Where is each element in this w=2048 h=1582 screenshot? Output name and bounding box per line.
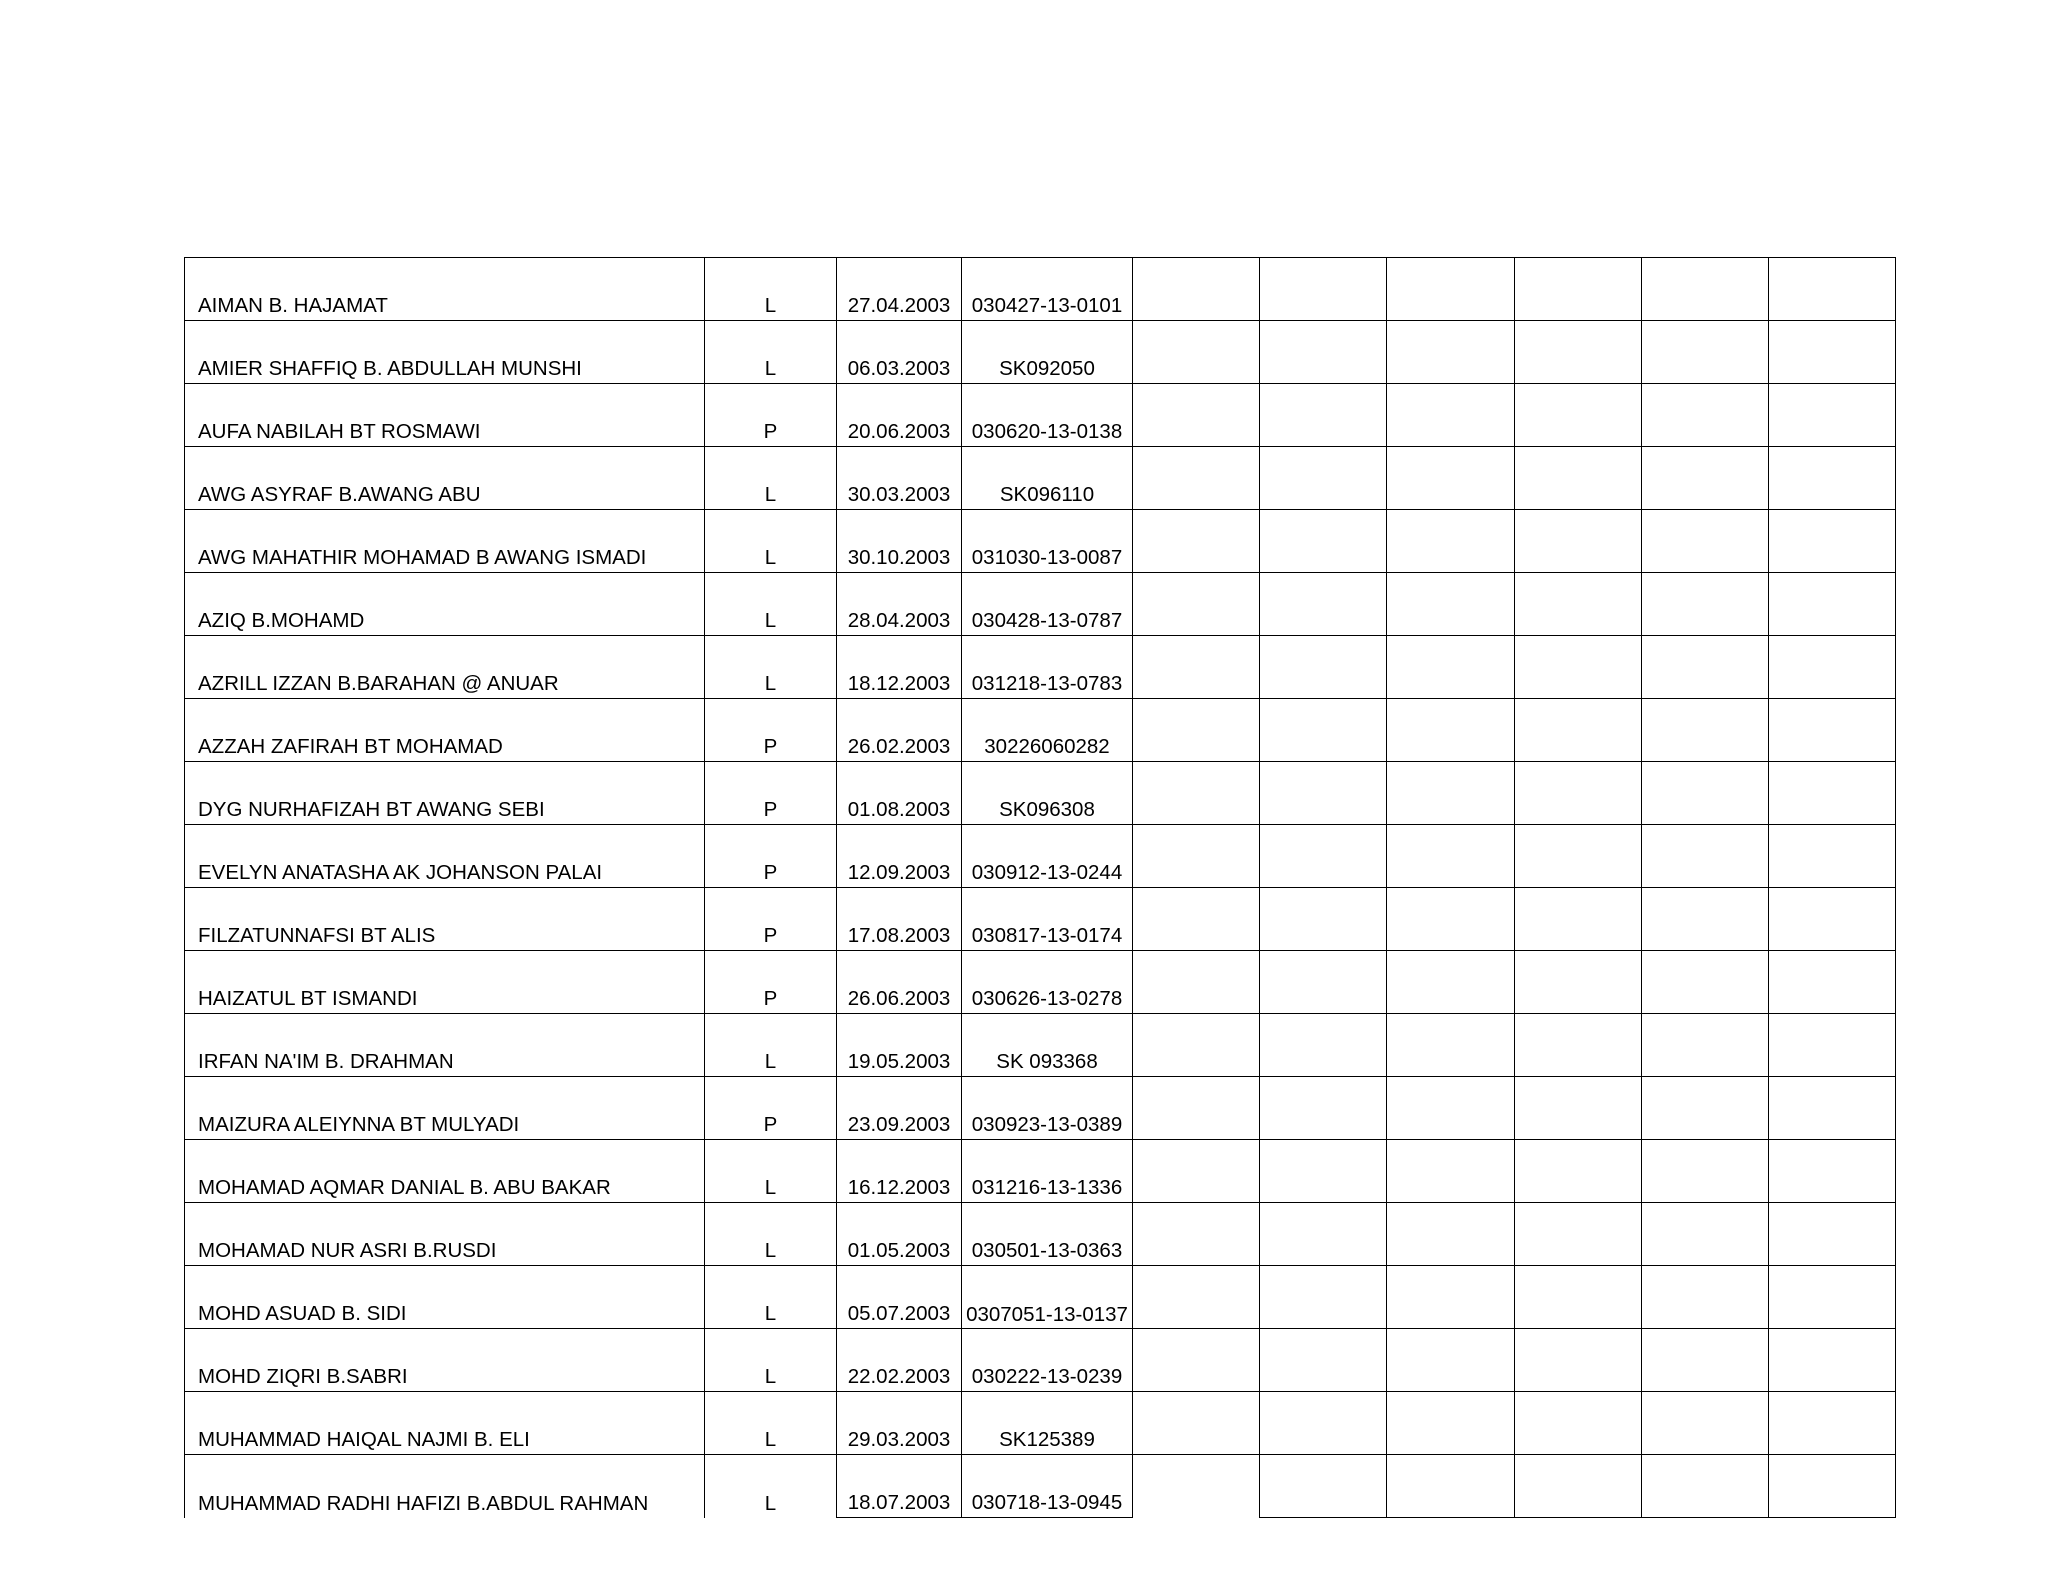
student-name-cell: AUFA NABILAH BT ROSMAWI xyxy=(185,384,705,447)
student-dob-cell: 27.04.2003 xyxy=(837,258,962,321)
student-dob-cell: 18.07.2003 xyxy=(837,1455,962,1518)
blank-mark-cell xyxy=(1387,447,1515,510)
student-name-cell: MOHD ZIQRI B.SABRI xyxy=(185,1329,705,1392)
blank-mark-cell xyxy=(1769,699,1896,762)
student-name-cell: AWG ASYRAF B.AWANG ABU xyxy=(185,447,705,510)
blank-mark-cell xyxy=(1260,636,1387,699)
student-id-cell: 030912-13-0244 xyxy=(962,825,1133,888)
blank-mark-cell xyxy=(1515,510,1642,573)
student-dob-cell: 12.09.2003 xyxy=(837,825,962,888)
blank-mark-cell xyxy=(1642,1266,1769,1329)
student-name-cell: MOHD ASUAD B. SIDI xyxy=(185,1266,705,1329)
table-row xyxy=(185,951,1896,1014)
blank-mark-cell xyxy=(1133,825,1260,888)
blank-mark-cell xyxy=(1642,1077,1769,1140)
blank-mark-cell xyxy=(1642,1014,1769,1077)
blank-mark-cell xyxy=(1769,321,1896,384)
blank-mark-cell xyxy=(1769,1140,1896,1203)
blank-mark-cell xyxy=(1769,1266,1896,1329)
blank-mark-cell xyxy=(1260,321,1387,384)
blank-mark-cell xyxy=(1133,1077,1260,1140)
blank-mark-cell xyxy=(1515,762,1642,825)
student-dob-cell: 30.03.2003 xyxy=(837,447,962,510)
blank-mark-cell xyxy=(1769,888,1896,951)
blank-mark-cell xyxy=(1769,573,1896,636)
table-row xyxy=(185,1266,1896,1329)
blank-mark-cell xyxy=(1260,1077,1387,1140)
blank-mark-cell xyxy=(1387,1266,1515,1329)
blank-mark-cell xyxy=(1133,1203,1260,1266)
student-name-cell: AIMAN B. HAJAMAT xyxy=(185,258,705,321)
blank-mark-cell xyxy=(1387,573,1515,636)
blank-mark-cell xyxy=(1769,762,1896,825)
student-name-cell: MOHAMAD AQMAR DANIAL B. ABU BAKAR xyxy=(185,1140,705,1203)
blank-mark-cell xyxy=(1133,510,1260,573)
blank-mark-cell xyxy=(1642,636,1769,699)
table-row xyxy=(185,447,1896,510)
blank-mark-cell xyxy=(1642,1392,1769,1455)
student-id-cell: SK096110 xyxy=(962,447,1133,510)
blank-mark-cell xyxy=(1515,1014,1642,1077)
blank-mark-cell xyxy=(1515,699,1642,762)
blank-mark-cell xyxy=(1769,510,1896,573)
student-id-cell: 031216-13-1336 xyxy=(962,1140,1133,1203)
student-dob-cell: 18.12.2003 xyxy=(837,636,962,699)
blank-mark-cell xyxy=(1260,1266,1387,1329)
student-id-cell: 030718-13-0945 xyxy=(962,1455,1133,1518)
student-id-cell: 030923-13-0389 xyxy=(962,1077,1133,1140)
blank-mark-cell xyxy=(1133,636,1260,699)
blank-mark-cell xyxy=(1260,510,1387,573)
student-dob-cell: 16.12.2003 xyxy=(837,1140,962,1203)
student-dob-cell: 26.02.2003 xyxy=(837,699,962,762)
blank-mark-cell xyxy=(1133,1329,1260,1392)
student-name-cell: MUHAMMAD HAIQAL NAJMI B. ELI xyxy=(185,1392,705,1455)
blank-mark-cell xyxy=(1515,258,1642,321)
student-dob-cell: 20.06.2003 xyxy=(837,384,962,447)
student-sex-cell: L xyxy=(705,447,837,510)
student-dob-cell: 01.08.2003 xyxy=(837,762,962,825)
blank-mark-cell xyxy=(1642,1455,1769,1518)
blank-mark-cell xyxy=(1769,1077,1896,1140)
student-dob-cell: 26.06.2003 xyxy=(837,951,962,1014)
blank-mark-cell xyxy=(1642,510,1769,573)
blank-mark-cell xyxy=(1515,384,1642,447)
student-id-cell: 030817-13-0174 xyxy=(962,888,1133,951)
table-row xyxy=(185,1203,1896,1266)
student-name-cell: FILZATUNNAFSI BT ALIS xyxy=(185,888,705,951)
student-sex-cell: L xyxy=(705,1455,837,1518)
student-sex-cell: P xyxy=(705,699,837,762)
student-id-cell: 030222-13-0239 xyxy=(962,1329,1133,1392)
blank-mark-cell xyxy=(1515,888,1642,951)
table-row xyxy=(185,1455,1896,1518)
student-name-cell: MAIZURA ALEIYNNA BT MULYADI xyxy=(185,1077,705,1140)
blank-mark-cell xyxy=(1133,1140,1260,1203)
blank-mark-cell xyxy=(1515,951,1642,1014)
student-id-cell: 031218-13-0783 xyxy=(962,636,1133,699)
blank-mark-cell xyxy=(1133,573,1260,636)
blank-mark-cell xyxy=(1260,1455,1387,1518)
blank-mark-cell xyxy=(1642,1329,1769,1392)
student-id-cell: 030501-13-0363 xyxy=(962,1203,1133,1266)
blank-mark-cell xyxy=(1515,1140,1642,1203)
student-dob-cell: 23.09.2003 xyxy=(837,1077,962,1140)
blank-mark-cell xyxy=(1769,258,1896,321)
student-sex-cell: P xyxy=(705,762,837,825)
student-dob-cell: 17.08.2003 xyxy=(837,888,962,951)
student-sex-cell: L xyxy=(705,258,837,321)
student-sex-cell: P xyxy=(705,1077,837,1140)
blank-mark-cell xyxy=(1515,1392,1642,1455)
table-row xyxy=(185,1140,1896,1203)
blank-mark-cell xyxy=(1133,258,1260,321)
blank-mark-cell xyxy=(1133,1014,1260,1077)
blank-mark-cell xyxy=(1515,447,1642,510)
blank-mark-cell xyxy=(1769,447,1896,510)
blank-mark-cell xyxy=(1260,699,1387,762)
student-dob-cell: 22.02.2003 xyxy=(837,1329,962,1392)
blank-mark-cell xyxy=(1387,888,1515,951)
blank-mark-cell xyxy=(1515,636,1642,699)
blank-mark-cell xyxy=(1133,888,1260,951)
blank-mark-cell xyxy=(1387,825,1515,888)
blank-mark-cell xyxy=(1515,1455,1642,1518)
blank-mark-cell xyxy=(1769,1203,1896,1266)
blank-mark-cell xyxy=(1133,321,1260,384)
blank-mark-cell xyxy=(1642,762,1769,825)
blank-mark-cell xyxy=(1260,825,1387,888)
student-sex-cell: L xyxy=(705,1203,837,1266)
blank-mark-cell xyxy=(1642,699,1769,762)
student-name-cell: HAIZATUL BT ISMANDI xyxy=(185,951,705,1014)
student-sex-cell: P xyxy=(705,951,837,1014)
blank-mark-cell xyxy=(1133,762,1260,825)
student-sex-cell: L xyxy=(705,1014,837,1077)
table-row xyxy=(185,825,1896,888)
blank-mark-cell xyxy=(1515,1203,1642,1266)
blank-mark-cell xyxy=(1769,1455,1896,1518)
student-name-cell: AZZAH ZAFIRAH BT MOHAMAD xyxy=(185,699,705,762)
table-row xyxy=(185,384,1896,447)
blank-mark-cell xyxy=(1769,1014,1896,1077)
student-id-cell: 031030-13-0087 xyxy=(962,510,1133,573)
blank-mark-cell xyxy=(1515,825,1642,888)
blank-mark-cell xyxy=(1260,1392,1387,1455)
table-row xyxy=(185,888,1896,951)
blank-mark-cell xyxy=(1642,258,1769,321)
student-dob-cell: 30.10.2003 xyxy=(837,510,962,573)
blank-mark-cell xyxy=(1769,1329,1896,1392)
blank-mark-cell xyxy=(1515,573,1642,636)
table-row xyxy=(185,1329,1896,1392)
blank-mark-cell xyxy=(1260,258,1387,321)
blank-mark-cell xyxy=(1260,384,1387,447)
blank-mark-cell xyxy=(1515,1329,1642,1392)
student-sex-cell: L xyxy=(705,1392,837,1455)
blank-mark-cell xyxy=(1387,762,1515,825)
student-name-cell: AWG MAHATHIR MOHAMAD B AWANG ISMADI xyxy=(185,510,705,573)
table-row xyxy=(185,573,1896,636)
student-sex-cell: L xyxy=(705,1140,837,1203)
blank-mark-cell xyxy=(1260,573,1387,636)
student-id-cell: SK 093368 xyxy=(962,1014,1133,1077)
student-name-cell: AMIER SHAFFIQ B. ABDULLAH MUNSHI xyxy=(185,321,705,384)
table-row xyxy=(185,510,1896,573)
blank-mark-cell xyxy=(1387,1014,1515,1077)
blank-mark-cell xyxy=(1387,1455,1515,1518)
table-row xyxy=(185,1077,1896,1140)
student-id-cell: SK125389 xyxy=(962,1392,1133,1455)
blank-mark-cell xyxy=(1642,1140,1769,1203)
student-sex-cell: L xyxy=(705,573,837,636)
blank-mark-cell xyxy=(1642,825,1769,888)
student-sex-cell: L xyxy=(705,510,837,573)
student-sex-cell: L xyxy=(705,1329,837,1392)
student-dob-cell: 19.05.2003 xyxy=(837,1014,962,1077)
table-row xyxy=(185,699,1896,762)
blank-mark-cell xyxy=(1387,951,1515,1014)
student-dob-cell: 01.05.2003 xyxy=(837,1203,962,1266)
blank-mark-cell xyxy=(1642,1203,1769,1266)
student-id-cell: 0307051-13-0137 xyxy=(962,1266,1133,1329)
student-sex-cell: L xyxy=(705,1266,837,1329)
blank-mark-cell xyxy=(1133,699,1260,762)
blank-mark-cell xyxy=(1260,888,1387,951)
student-sex-cell: L xyxy=(705,321,837,384)
blank-mark-cell xyxy=(1769,1392,1896,1455)
blank-mark-cell xyxy=(1769,825,1896,888)
blank-mark-cell xyxy=(1515,1266,1642,1329)
blank-mark-cell xyxy=(1515,1077,1642,1140)
student-id-cell: 030620-13-0138 xyxy=(962,384,1133,447)
blank-mark-cell xyxy=(1387,1392,1515,1455)
table-row xyxy=(185,1014,1896,1077)
student-sex-cell: P xyxy=(705,888,837,951)
student-dob-cell: 29.03.2003 xyxy=(837,1392,962,1455)
student-id-cell: SK096308 xyxy=(962,762,1133,825)
table-row xyxy=(185,321,1896,384)
blank-mark-cell xyxy=(1642,573,1769,636)
blank-mark-cell xyxy=(1133,951,1260,1014)
student-id-cell: SK092050 xyxy=(962,321,1133,384)
blank-mark-cell xyxy=(1387,1140,1515,1203)
blank-mark-cell xyxy=(1515,321,1642,384)
student-sex-cell: P xyxy=(705,384,837,447)
blank-mark-cell xyxy=(1387,384,1515,447)
student-name-cell: MUHAMMAD RADHI HAFIZI B.ABDUL RAHMAN xyxy=(185,1455,705,1518)
blank-mark-cell xyxy=(1260,762,1387,825)
blank-mark-cell xyxy=(1133,447,1260,510)
student-sex-cell: P xyxy=(705,825,837,888)
table-row xyxy=(185,1392,1896,1455)
blank-mark-cell xyxy=(1387,258,1515,321)
student-name-cell: AZRILL IZZAN B.BARAHAN @ ANUAR xyxy=(185,636,705,699)
blank-mark-cell xyxy=(1387,1203,1515,1266)
blank-mark-cell xyxy=(1260,447,1387,510)
student-name-cell: AZIQ B.MOHAMD xyxy=(185,573,705,636)
blank-mark-cell xyxy=(1260,951,1387,1014)
blank-mark-cell xyxy=(1387,510,1515,573)
blank-mark-cell xyxy=(1642,951,1769,1014)
blank-mark-cell xyxy=(1133,1266,1260,1329)
student-roster-table xyxy=(184,257,1896,1518)
blank-mark-cell xyxy=(1642,447,1769,510)
blank-mark-cell xyxy=(1260,1329,1387,1392)
blank-mark-cell xyxy=(1260,1203,1387,1266)
blank-mark-cell xyxy=(1642,321,1769,384)
blank-mark-cell xyxy=(1387,1329,1515,1392)
blank-mark-cell xyxy=(1387,1077,1515,1140)
blank-mark-cell xyxy=(1769,384,1896,447)
blank-mark-cell xyxy=(1133,1455,1260,1518)
blank-mark-cell xyxy=(1642,384,1769,447)
blank-mark-cell xyxy=(1260,1140,1387,1203)
roster-body xyxy=(185,258,1896,1518)
student-name-cell: IRFAN NA'IM B. DRAHMAN xyxy=(185,1014,705,1077)
table-row xyxy=(185,762,1896,825)
blank-mark-cell xyxy=(1769,951,1896,1014)
student-id-cell: 030626-13-0278 xyxy=(962,951,1133,1014)
student-name-cell: EVELYN ANATASHA AK JOHANSON PALAI xyxy=(185,825,705,888)
blank-mark-cell xyxy=(1387,699,1515,762)
student-dob-cell: 05.07.2003 xyxy=(837,1266,962,1329)
table-row xyxy=(185,636,1896,699)
student-id-cell: 030428-13-0787 xyxy=(962,573,1133,636)
student-id-cell: 30226060282 xyxy=(962,699,1133,762)
table-row xyxy=(185,258,1896,321)
blank-mark-cell xyxy=(1260,1014,1387,1077)
blank-mark-cell xyxy=(1133,1392,1260,1455)
blank-mark-cell xyxy=(1769,636,1896,699)
blank-mark-cell xyxy=(1642,888,1769,951)
blank-mark-cell xyxy=(1133,384,1260,447)
student-dob-cell: 06.03.2003 xyxy=(837,321,962,384)
blank-mark-cell xyxy=(1387,636,1515,699)
student-name-cell: DYG NURHAFIZAH BT AWANG SEBI xyxy=(185,762,705,825)
student-id-cell: 030427-13-0101 xyxy=(962,258,1133,321)
blank-mark-cell xyxy=(1387,321,1515,384)
student-name-cell: MOHAMAD NUR ASRI B.RUSDI xyxy=(185,1203,705,1266)
student-dob-cell: 28.04.2003 xyxy=(837,573,962,636)
student-sex-cell: L xyxy=(705,636,837,699)
